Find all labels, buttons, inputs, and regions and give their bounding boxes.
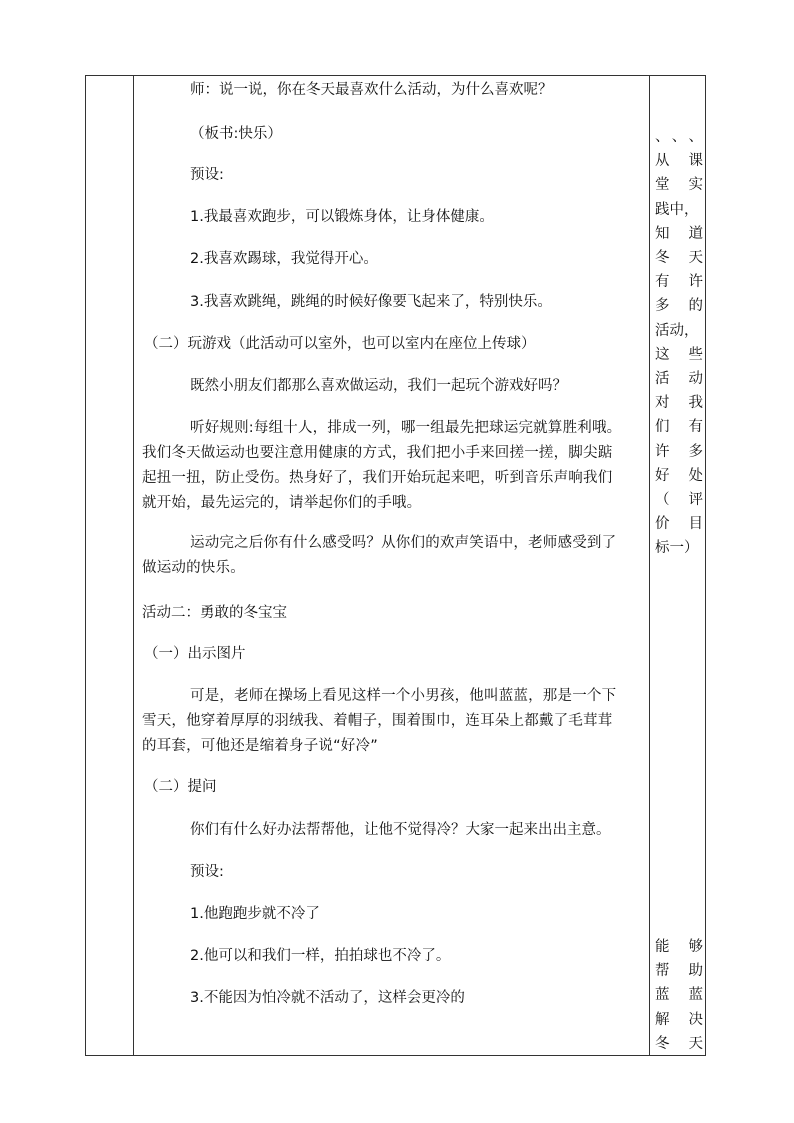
evaluation-char: 决 — [688, 1011, 703, 1028]
evaluation-char: 活 — [655, 371, 670, 387]
evaluation-line — [655, 343, 703, 367]
evaluation-line — [655, 536, 703, 560]
preset-item-1: 1.我最喜欢跑步，可以锻炼身体，让身体健康。 — [190, 209, 494, 225]
evaluation-char: 从 — [655, 153, 670, 170]
evaluation-line — [655, 294, 703, 318]
evaluation-line — [655, 983, 703, 1007]
preset2-item-1: 1.他跑跑步就不冷了 — [190, 906, 320, 922]
evaluation-char: 实 — [688, 177, 703, 194]
evaluation-line — [655, 391, 703, 415]
preset-item-2: 2.我喜欢踢球，我觉得开心。 — [190, 251, 378, 267]
section-question: （二）提问 — [144, 779, 217, 795]
board-note: （板书:快乐） — [190, 126, 282, 142]
evaluation-char: 许 — [688, 274, 703, 291]
evaluation-line — [655, 246, 703, 270]
evaluation-char: 、 — [671, 129, 687, 145]
evaluation-line — [655, 1008, 703, 1032]
evaluation-char: 冬 — [655, 250, 670, 266]
evaluation-line — [655, 319, 703, 343]
evaluation-char: 动 — [688, 371, 703, 387]
evaluation-char: 的 — [688, 298, 703, 315]
preset2-item-3: 3.不能因为怕冷就不活动了，这样会更冷的 — [190, 990, 465, 1006]
lesson-table — [85, 75, 706, 1056]
evaluation-char: 有 — [655, 274, 670, 291]
evaluation-char: 解 — [655, 1011, 670, 1028]
evaluation-char: 蓝 — [688, 987, 703, 1004]
evaluation-char: 、 — [655, 129, 670, 145]
main-content-cell — [134, 76, 649, 1055]
evaluation-char: 些 — [688, 346, 703, 363]
evaluation-char: 践中， — [655, 201, 699, 218]
evaluation-char: 知 — [655, 225, 670, 242]
evaluation-char: 天 — [688, 1035, 703, 1052]
evaluation-line — [655, 222, 703, 246]
evaluation-line — [655, 935, 703, 959]
evaluation-line — [655, 367, 703, 391]
evaluation-char: 堂 — [655, 177, 670, 194]
evaluation-char: 、 — [688, 129, 703, 145]
evaluation-char: 许 — [655, 443, 670, 460]
evaluation-char: 目 — [688, 516, 703, 533]
evaluation-line — [655, 125, 703, 149]
evaluation-char: 有 — [688, 419, 703, 436]
evaluation-char: 对 — [655, 395, 670, 412]
section-play-game: （二）玩游戏（此活动可以室外，也可以室内在座位上传球） — [144, 336, 536, 352]
evaluation-char: 标一） — [655, 540, 699, 557]
evaluation-char: 们 — [655, 419, 670, 436]
evaluation-line — [655, 270, 703, 294]
evaluation-char: 这 — [655, 346, 670, 363]
preset-label: 预设: — [190, 167, 224, 183]
evaluation-char: 价 — [655, 516, 670, 533]
evaluation-char: 处 — [688, 467, 703, 484]
evaluation-char: 够 — [688, 939, 703, 955]
exercise-feeling: 运动完之后你有什么感受吗？从你们的欢声笑语中，老师感受到了做运动的快乐。 — [142, 535, 617, 576]
evaluation-line — [655, 198, 703, 222]
evaluation-line — [655, 488, 703, 512]
evaluation-cell — [650, 76, 707, 1055]
evaluation-char: 助 — [688, 963, 703, 980]
evaluation-char: 多 — [688, 443, 703, 460]
evaluation-line — [655, 464, 703, 488]
story-paragraph: 可是，老师在操场上看见这样一个小男孩，他叫蓝蓝，那是一个下雪天，他穿着厚厚的羽绒我、着帽子，围着围巾，连耳朵上都戴了毛茸茸的耳套，可他还是缩着身子说“好冷” — [142, 688, 617, 754]
evaluation-char: （ — [655, 492, 670, 508]
evaluation-char: 蓝 — [655, 987, 670, 1004]
evaluation-char: 我 — [688, 395, 703, 412]
game-intro: 既然小朋友们都那么喜欢做运动，我们一起玩个游戏好吗？ — [190, 378, 567, 394]
preset-item-3: 3.我喜欢跳绳，跳绳的时候好像要飞起来了，特别快乐。 — [190, 294, 552, 310]
evaluation-char: 冬 — [655, 1035, 670, 1052]
question-text: 你们有什么好办法帮帮他，让他不觉得冷？大家一起来出出主意。 — [190, 822, 611, 838]
evaluation-char: 活动， — [655, 322, 699, 339]
section-show-picture: （一）出示图片 — [144, 646, 246, 662]
evaluation-char: 天 — [688, 250, 703, 266]
preset2-item-2: 2.他可以和我们一样，拍拍球也不冷了。 — [190, 948, 451, 964]
evaluation-line — [655, 149, 703, 173]
game-rules: 听好规则:每组十人，排成一列，哪一组最先把球运完就算胜利哦。我们冬天做运动也要注意用健康的方式，我们把小手来回搓一搓，脚尖踮起扭一扭，防止受伤。热身好了，我们开始玩起来吧，听到音乐声响我们就开始，最先运完的，请举起你们的手哦。 — [142, 420, 622, 511]
evaluation-line — [655, 512, 703, 536]
evaluation-char: 道 — [688, 225, 703, 242]
evaluation-line — [655, 173, 703, 197]
evaluation-char: 帮 — [655, 963, 670, 980]
evaluation-char: 好 — [655, 467, 670, 484]
evaluation-line — [655, 959, 703, 983]
teacher-question: 师：说一说，你在冬天最喜欢什么活动，为什么喜欢呢？ — [190, 82, 553, 98]
evaluation-char: 能 — [655, 939, 670, 955]
evaluation-line — [655, 415, 703, 439]
preset-label-2: 预设: — [190, 864, 224, 880]
evaluation-char: 评 — [688, 492, 703, 508]
evaluation-char: 多 — [655, 298, 670, 315]
activity-two-heading: 活动二：勇敢的冬宝宝 — [142, 605, 287, 621]
evaluation-line — [655, 440, 703, 464]
evaluation-char: 课 — [688, 153, 703, 170]
evaluation-line — [655, 1032, 703, 1056]
